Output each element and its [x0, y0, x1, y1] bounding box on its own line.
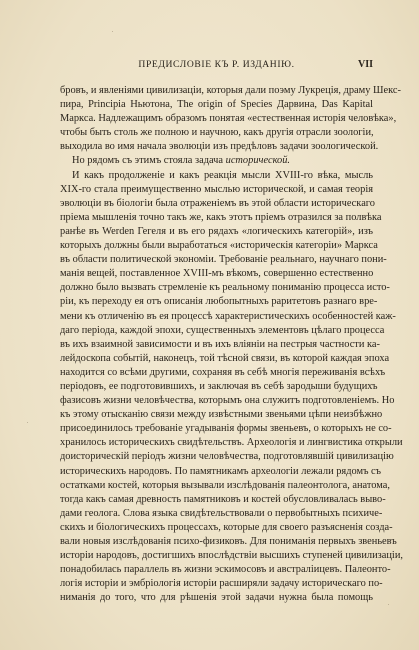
text-line: къ этому отысканію связи между извѣстными звеньями цѣпи неизбѣжно	[60, 409, 383, 421]
text-line: выходила во имя начала эволюціи изъ предѣловъ задачи зоологической.	[60, 141, 379, 153]
text-line: періодовъ, ее подготовившихъ, и заключая въ себѣ зародыши будущихъ	[60, 380, 378, 392]
text-line: тогда какъ самая древность памятниковъ и костей обусловливалась выво-	[60, 493, 386, 505]
scan-speck	[27, 422, 28, 423]
scan-speck	[388, 604, 389, 605]
text-line: остатками костей, которыя вызывали изслѣдованія палеонтолога, анатома,	[60, 479, 391, 491]
text-line: мени къ отличенію въ ея процессѣ характеристическихъ особенностей каж-	[60, 310, 396, 322]
text-line: даго періода, каждой эпохи, существенныхъ элементовъ цѣлаго процесса	[60, 324, 385, 336]
text-line: Маркса. Надлежащимъ образомъ понятая «естественная исторія человѣка»,	[60, 113, 397, 125]
text-line-with-emphasis	[60, 154, 373, 168]
text-line: находится со всѣми другими, сохраняя въ себѣ многія переживанія всѣхъ	[60, 366, 386, 378]
text-line: Но рядомъ съ этимъ стояла задача	[72, 155, 224, 167]
text-line: скихъ и біологическихъ процессахъ, которые для своего разъясненія созда-	[60, 521, 393, 533]
text-line: присоединилось требованіе угадыванія формы звеньевъ, о которыхъ не со-	[60, 423, 392, 435]
text-line: историческихъ народовъ. По памятникамъ археологіи лежали рядомъ съ	[60, 465, 382, 477]
text-line: которыхъ должны были выработаться «историческія категоріи» Маркса	[60, 240, 378, 252]
text-line: лейдоскопа событій, наконецъ, той тѣсной связи, въ которой каждая эпоха	[60, 352, 390, 364]
text-line: эволюціи въ біологіи была отраженіемъ въ этой области историческаго	[60, 197, 375, 209]
body-text	[60, 84, 403, 605]
text-line: XIX-го стала преимущественно мыслью исторической, и самая теорія	[60, 183, 373, 195]
text-line: пира, Principia Ньютона, The origin of Species Дарвина, Das Kapital	[60, 99, 373, 111]
text-line: вали новыя изслѣдованія психо-физиковъ. Для пониманія первыхъ звеньевъ	[60, 536, 397, 547]
page-header	[60, 58, 373, 72]
text-line: фазисовъ жизни человѣчества, которымъ она служитъ подготовленіемъ. Но	[60, 395, 395, 407]
text-line: логія исторіи и эмбріологія исторіи расширяли задачу историческаго по-	[60, 578, 383, 590]
text-line: ниманія до того, что для рѣшенія этой задачи нужна была помощь	[60, 592, 373, 604]
page-number: VII	[357, 59, 373, 70]
text-line: ранѣе въ Werden Гегеля и въ его рядахъ «логическихъ категорій», изъ	[60, 225, 373, 237]
text-line: манія вещей, поставленное XVIII-мъ вѣкомъ, совершенно естественно	[60, 268, 374, 280]
text-line: въ ихъ взаимной зависимости и въ ихъ вліяніи на пестрыя частности ка-	[60, 338, 380, 350]
scan-speck	[112, 31, 113, 32]
text-line: дами геолога. Слова языка свидѣтельствовали о первобытныхъ психиче-	[60, 507, 383, 519]
text-line: понадобилась параллель въ жизни эскимосовъ и австраліицевъ. Палеонто-	[60, 564, 391, 576]
text-line: исторіи народовъ, достигшихъ впослѣдствіи высшихъ ступеней цивилизаціи,	[60, 550, 403, 562]
text-line: хранилось историческихъ свидѣтельствъ. Археологія и лингвистика открыли	[60, 437, 403, 449]
text-line: И какъ продолженіе и какъ реакція мысли XVIII-го вѣка, мысль	[72, 169, 373, 181]
text-line: доисторическій періодъ жизни человѣчества, подготовлявшій цивилизацію	[60, 451, 394, 463]
text-line: пріема мышленія точно такъ же, какъ этотъ пріемъ отразился за полвѣка	[60, 211, 382, 223]
text-line: бровъ, и явленіями цивилизаціи, которыя дали поэму Лукреція, драму Шекс-	[60, 85, 401, 96]
text-line: ріи, къ переходу ея отъ описанія любопытныхъ раритетовъ разнаго вре-	[60, 296, 378, 308]
running-title: ПРЕДИСЛОВІЕ КЪ Р. ИЗДАНІЮ.	[138, 59, 295, 70]
emphasized-word: исторической.	[225, 155, 291, 167]
text-line: должно было вызвать стремленіе къ реальному пониманію процесса исто-	[60, 282, 390, 294]
text-line: въ области политической экономіи. Требованіе реальнаго, научнаго пони-	[60, 254, 387, 266]
text-line: чтобы быть столь же полною и научною, какъ другія отрасли зоологіи,	[60, 127, 374, 139]
